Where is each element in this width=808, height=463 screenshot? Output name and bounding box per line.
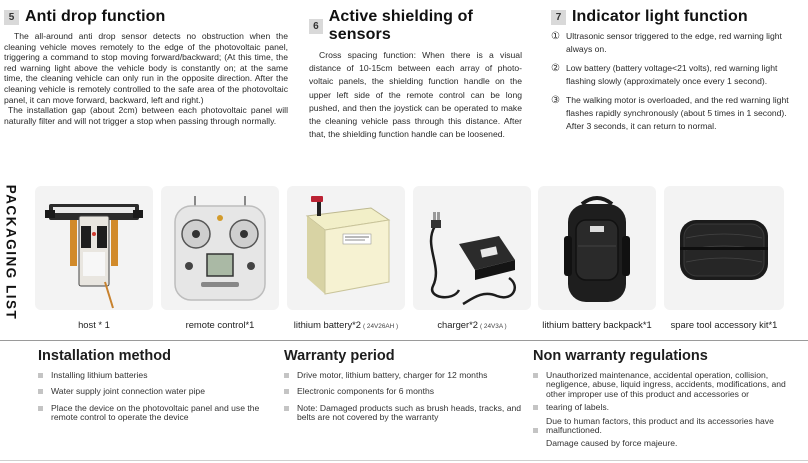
section-number-badge: 5 xyxy=(4,10,19,25)
list-item-text: Unauthorized maintenance, accidental operation, collision, negligence, abuse, liquid ingress, accidents, modifications, and other improper use of this product and accessories or xyxy=(546,370,786,399)
package-caption-text: lithium battery*2 xyxy=(293,319,362,330)
installation-section xyxy=(38,348,270,430)
indicator-item-text: Low battery (battery voltage<21 volts), red warning light flashing slowly (approximately once every 1 second). xyxy=(566,63,778,86)
package-caption-text: remote control*1 xyxy=(185,319,255,330)
installation-list xyxy=(38,371,270,423)
square-bullet-icon xyxy=(284,406,289,411)
indicator-item xyxy=(551,62,803,88)
non-warranty-title: Non warranty regulations xyxy=(533,348,708,364)
list-item xyxy=(284,371,522,380)
package-caption xyxy=(538,319,656,330)
indicator-item-text: The walking motor is overloaded, and the red warning light flashes rapidly synchronously (about 5 times in 1 second). After 3 seconds, it can return to normal. xyxy=(566,95,789,131)
list-item xyxy=(38,404,270,423)
anti-drop-section xyxy=(4,8,288,126)
remote-controller-icon xyxy=(161,186,279,310)
anti-drop-paragraph: The all-around anti drop sensor detects no obstruction when the cleaning vehicle moves remotely to the edge of the photovoltaic panel, triggering a command to stop moving forward/backward; (At this time, the red warning light above the vehicle body is constantly on; at the same time, the cleaning vehicle can only run in the opposite direction. After the cleaning vehicle is remotely controlled to the safe area of the photovoltaic panel, it can move forward, backward, left and right.) xyxy=(4,31,288,105)
list-item-text: Installing lithium batteries xyxy=(51,370,148,380)
indicator-item xyxy=(551,30,803,56)
indicator-light-section xyxy=(551,8,803,139)
list-item-text: Place the device on the photovoltaic panel and use the remote control to operate the device xyxy=(51,402,260,423)
anti-drop-body xyxy=(4,31,288,126)
package-caption-text: spare tool accessory kit*1 xyxy=(670,319,778,330)
tool-case-icon xyxy=(664,186,784,310)
indicator-item-text: Ultrasonic sensor triggered to the edge, red warning light always on. xyxy=(566,31,782,54)
anti-drop-header xyxy=(4,8,288,26)
circled-number: ① xyxy=(551,31,560,42)
list-item-text: Due to human factors, this product and its accessories have xyxy=(546,415,774,426)
list-item-text: Drive motor, lithium battery, charger for 12 months xyxy=(297,370,488,380)
list-item xyxy=(533,371,805,399)
active-shielding-body xyxy=(309,49,522,141)
package-caption xyxy=(161,319,279,330)
section-number-badge: 6 xyxy=(309,19,323,34)
charger-adapter-icon xyxy=(413,186,531,310)
circled-number: ② xyxy=(551,63,560,74)
active-shielding-header xyxy=(309,8,522,44)
bottom-divider xyxy=(0,460,808,461)
package-item-battery xyxy=(287,186,405,330)
non-warranty-list xyxy=(533,371,805,449)
indicator-light-list xyxy=(551,30,803,133)
active-shielding-title: Active shielding of sensors xyxy=(328,8,473,43)
list-item xyxy=(533,403,805,412)
package-spec: ( 24V26AH ) xyxy=(363,323,399,330)
list-item-text: malfunctioned. xyxy=(546,425,602,436)
package-item-backpack xyxy=(538,186,656,330)
anti-drop-title: Anti drop function xyxy=(25,8,166,25)
list-item-text: tearing of labels. xyxy=(546,402,610,413)
list-item xyxy=(533,426,805,435)
square-bullet-icon xyxy=(38,389,43,394)
warranty-section xyxy=(284,348,522,430)
package-caption xyxy=(287,319,405,330)
list-item xyxy=(38,371,270,380)
section-divider xyxy=(0,340,808,341)
battery-box-icon xyxy=(287,186,405,310)
list-item xyxy=(533,439,805,448)
warranty-list xyxy=(284,371,522,423)
square-bullet-icon xyxy=(533,405,538,410)
square-bullet-icon xyxy=(533,428,538,433)
indicator-light-title: Indicator light function xyxy=(572,8,748,25)
square-bullet-icon xyxy=(38,373,43,378)
square-bullet-icon xyxy=(284,389,289,394)
active-shielding-section xyxy=(309,8,522,141)
package-item-charger xyxy=(413,186,531,330)
package-caption-text: host * 1 xyxy=(78,319,110,330)
backpack-icon xyxy=(538,186,656,310)
package-caption-text: charger*2 xyxy=(437,319,478,330)
non-warranty-section xyxy=(533,348,805,453)
square-bullet-icon xyxy=(38,406,43,411)
list-item-text: Note: Damaged products such as brush heads, tracks, and belts are not covered by the warranty xyxy=(297,402,522,423)
indicator-light-header xyxy=(551,8,803,26)
package-caption xyxy=(413,319,531,330)
warranty-title: Warranty period xyxy=(284,348,395,364)
package-caption xyxy=(664,319,784,330)
section-number-badge: 7 xyxy=(551,10,566,25)
anti-drop-paragraph: The installation gap (about 2cm) between each photovoltaic panel will naturally filter and will not trigger a stop when passing through normally. xyxy=(4,105,288,126)
indicator-item xyxy=(551,94,803,133)
square-bullet-icon xyxy=(284,373,289,378)
installation-title: Installation method xyxy=(38,348,171,364)
list-item-text: Damage caused by force majeure. xyxy=(546,438,678,449)
package-caption xyxy=(35,319,153,330)
packaging-list-label xyxy=(3,186,19,318)
package-item-remote xyxy=(161,186,279,330)
package-caption-text: lithium battery backpack*1 xyxy=(542,319,652,330)
list-item xyxy=(38,387,270,396)
list-item-text: Electronic components for 6 months xyxy=(297,386,435,397)
packaging-list-label-text: PACKAGING LIST xyxy=(3,184,19,320)
list-item xyxy=(284,404,522,423)
solar-cleaning-robot-icon xyxy=(35,186,153,310)
package-item-host xyxy=(35,186,153,330)
package-spec: ( 24V3A ) xyxy=(480,323,507,330)
list-item xyxy=(284,387,522,396)
list-item-text: Water supply joint connection water pipe xyxy=(51,386,205,397)
square-bullet-icon xyxy=(533,373,538,378)
package-item-tool-kit xyxy=(664,186,784,330)
active-shielding-paragraph: Cross spacing function: When there is a visual distance of 10-15cm between each array of photo-voltaic panels, the shielding function handle on the upper left side of the remote control can be long pushed, and then the joystick can be operated to make the cleaning vehicle pass through this distance. After that, the shielding function handle can be loosened. xyxy=(309,50,522,140)
circled-number: ③ xyxy=(551,95,560,106)
